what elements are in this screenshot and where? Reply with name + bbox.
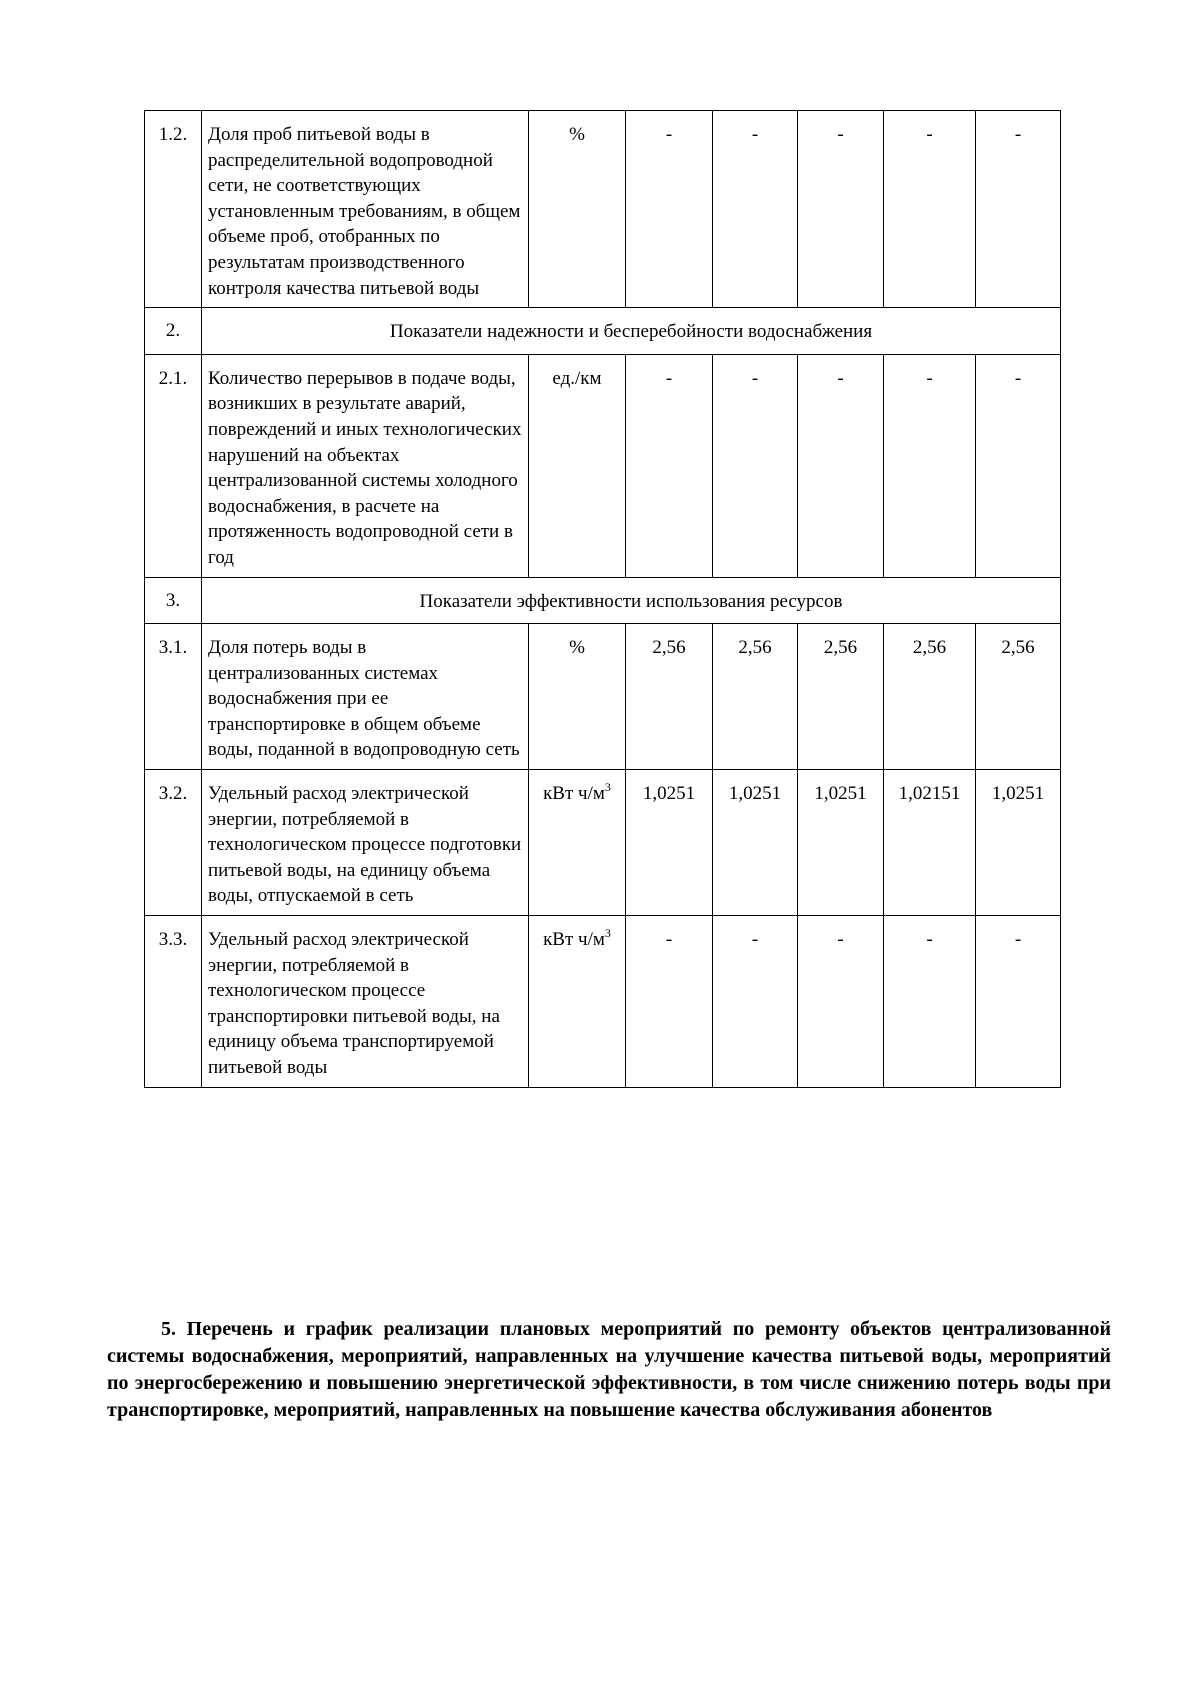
unit-cell	[529, 916, 626, 1088]
section-title: Показатели эффективности использования ресурсов	[202, 577, 1061, 624]
value-cell: 2,56	[798, 624, 884, 770]
section-number: 3.	[145, 577, 202, 624]
unit-exponent: 3	[604, 779, 611, 794]
value-cell: 2,56	[976, 624, 1061, 770]
value-cell: -	[884, 354, 976, 577]
table-row	[145, 624, 1061, 770]
row-number: 3.3.	[145, 916, 202, 1088]
unit-cell: %	[529, 111, 626, 308]
value-cell: -	[713, 354, 798, 577]
row-number: 3.1.	[145, 624, 202, 770]
value-cell: 1,02151	[884, 770, 976, 916]
unit-text: кВт ч/м	[543, 783, 605, 805]
value-cell: -	[976, 111, 1061, 308]
value-cell: 2,56	[884, 624, 976, 770]
indicator-name: Доля проб питьевой воды в распределительной водопроводной сети, не соответствующих установленным требованиям, в общем объеме проб, отобранных по результатам производственного контроля качества питьевой воды	[202, 111, 529, 308]
unit-text: кВт ч/м	[543, 929, 605, 951]
value-cell: -	[798, 354, 884, 577]
unit-cell	[529, 770, 626, 916]
section-row	[145, 577, 1061, 624]
value-cell: 2,56	[626, 624, 713, 770]
value-cell: -	[798, 916, 884, 1088]
value-cell: -	[626, 111, 713, 308]
unit-cell: ед./км	[529, 354, 626, 577]
table-row	[145, 354, 1061, 577]
value-cell: -	[713, 111, 798, 308]
section-row	[145, 308, 1061, 355]
value-cell: -	[884, 111, 976, 308]
value-cell: -	[626, 354, 713, 577]
value-cell: 1,0251	[798, 770, 884, 916]
value-cell: 2,56	[713, 624, 798, 770]
value-cell: -	[976, 354, 1061, 577]
value-cell: -	[798, 111, 884, 308]
value-cell: 1,0251	[976, 770, 1061, 916]
section-heading-text: 5. Перечень и график реализации плановых мероприятий по ремонту объектов централизованной системы водоснабжения, мероприятий, направленных на улучшение качества питьевой воды, мероприятий по энергосбережению и повышению энергетической эффективности, в том числе снижению потерь воды при транспортировке, мероприятий, направленных на повышение качества обслуживания абонентов	[107, 1318, 1111, 1421]
table-row	[145, 916, 1061, 1088]
table-row	[145, 770, 1061, 916]
indicator-name: Доля потерь воды в централизованных системах водоснабжения при ее транспортировке в общем объеме воды, поданной в водопроводную сеть	[202, 624, 529, 770]
indicators-table	[144, 110, 1061, 1088]
value-cell: 1,0251	[626, 770, 713, 916]
indicator-name: Удельный расход электрической энергии, потребляемой в технологическом процессе транспортировки питьевой воды, на единицу объема транспортируемой питьевой воды	[202, 916, 529, 1088]
value-cell: 1,0251	[713, 770, 798, 916]
indicator-name: Количество перерывов в подаче воды, возникших в результате аварий, повреждений и иных технологических нарушений на объектах централизованной системы холодного водоснабжения, в расчете на протяженность водопроводной сети в год	[202, 354, 529, 577]
row-number: 3.2.	[145, 770, 202, 916]
value-cell: -	[713, 916, 798, 1088]
section-title: Показатели надежности и бесперебойности водоснабжения	[202, 308, 1061, 355]
unit-exponent: 3	[604, 925, 611, 940]
value-cell: -	[976, 916, 1061, 1088]
row-number: 1.2.	[145, 111, 202, 308]
row-number: 2.1.	[145, 354, 202, 577]
table-row	[145, 111, 1061, 308]
section-number: 2.	[145, 308, 202, 355]
value-cell: -	[884, 916, 976, 1088]
indicator-name: Удельный расход электрической энергии, потребляемой в технологическом процессе подготовки питьевой воды, на единицу объема воды, отпускаемой в сеть	[202, 770, 529, 916]
unit-cell: %	[529, 624, 626, 770]
section-heading	[107, 1316, 1111, 1424]
value-cell: -	[626, 916, 713, 1088]
